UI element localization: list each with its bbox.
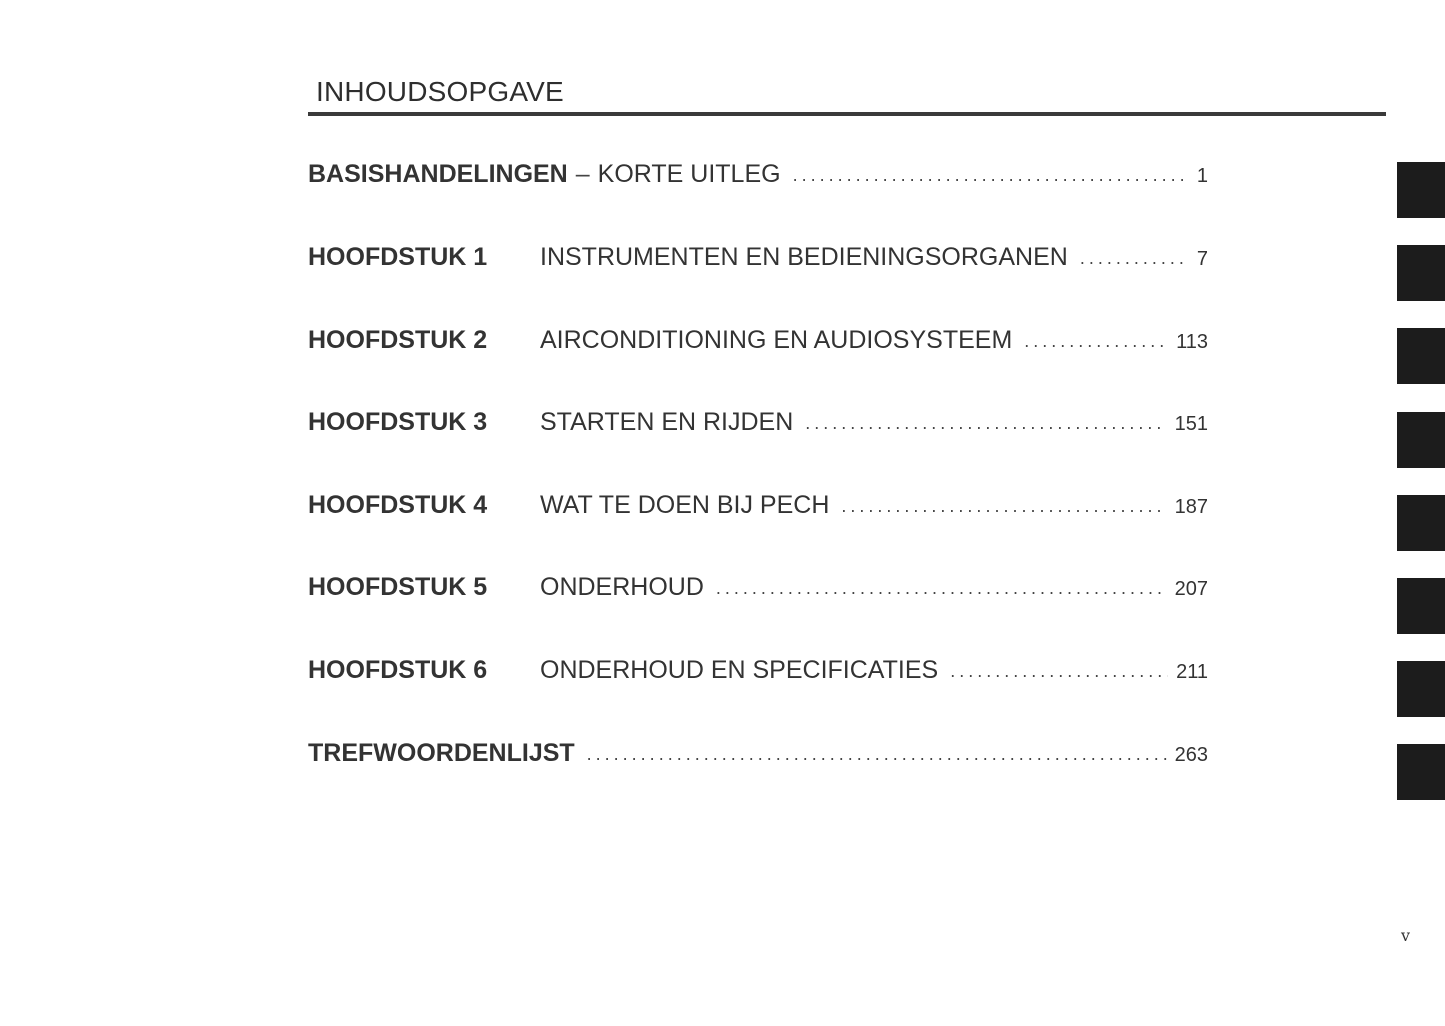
toc-page-number: 7: [1196, 248, 1208, 270]
toc-entry-hoofdstuk-4[interactable]: [308, 491, 1208, 574]
thumb-tab-hoofdstuk-6[interactable]: [1397, 661, 1445, 717]
dot-leader: [793, 165, 1189, 186]
toc-entry-title: KORTE UITLEG: [597, 160, 781, 188]
toc-page-number: 211: [1176, 660, 1208, 683]
dot-leader: [1080, 248, 1189, 269]
toc-entry-hoofdstuk-1[interactable]: [308, 243, 1208, 326]
dot-leader: [1024, 331, 1168, 352]
toc-separator: –: [575, 160, 590, 188]
title-rule: [308, 112, 1386, 116]
toc-chapter-label: HOOFDSTUK 2: [308, 325, 488, 354]
toc-entry-basishandelingen[interactable]: [308, 160, 1208, 243]
toc-entry-hoofdstuk-5[interactable]: [308, 573, 1208, 656]
thumb-tab-hoofdstuk-1[interactable]: [1397, 245, 1445, 301]
toc-chapter-label: HOOFDSTUK 5: [308, 573, 488, 602]
toc-entry-title: ONDERHOUD: [540, 573, 704, 602]
toc-entry-trefwoordenlijst[interactable]: [308, 739, 1208, 822]
toc-entry-hoofdstuk-6[interactable]: [308, 656, 1208, 739]
toc-page-number: 113: [1176, 330, 1208, 353]
dot-leader: [950, 661, 1168, 682]
toc-chapter-label: BASISHANDELINGEN: [308, 160, 568, 188]
toc-entry-hoofdstuk-2[interactable]: [308, 326, 1208, 409]
thumb-tab-trefwoordenlijst[interactable]: [1397, 744, 1445, 800]
toc-entry-title: INSTRUMENTEN EN BEDIENINGSORGANEN: [540, 243, 1068, 271]
toc-entry-title: WAT TE DOEN BIJ PECH: [540, 490, 830, 519]
dot-leader: [841, 496, 1166, 517]
page-title: INHOUDSOPGAVE: [316, 76, 564, 107]
toc-page-number: 1: [1196, 165, 1208, 187]
toc-page-number: 187: [1174, 495, 1208, 518]
thumb-tab-hoofdstuk-4[interactable]: [1397, 495, 1445, 551]
toc-page-number: 151: [1174, 413, 1208, 436]
thumb-tab-hoofdstuk-2[interactable]: [1397, 328, 1445, 384]
page-folio: v: [1401, 926, 1411, 945]
toc-chapter-label: HOOFDSTUK 6: [308, 655, 488, 684]
toc-entry-title: AIRCONDITIONING EN AUDIOSYSTEEM: [540, 325, 1013, 354]
toc-page-number: 263: [1174, 743, 1208, 766]
toc-chapter-label: HOOFDSTUK 1: [308, 243, 488, 271]
table-of-contents: [308, 160, 1208, 821]
chapter-thumb-tabs: [1397, 162, 1445, 828]
thumb-tab-hoofdstuk-5[interactable]: [1397, 578, 1445, 634]
toc-entry-title: ONDERHOUD EN SPECIFICATIES: [540, 655, 939, 684]
dot-leader: [716, 578, 1167, 599]
toc-chapter-label: TREFWOORDENLIJST: [308, 738, 575, 767]
toc-entry-hoofdstuk-3[interactable]: [308, 408, 1208, 491]
toc-chapter-label: HOOFDSTUK 3: [308, 408, 488, 437]
dot-leader: [587, 744, 1167, 765]
thumb-tab-hoofdstuk-3[interactable]: [1397, 412, 1445, 468]
toc-page-number: 207: [1174, 578, 1208, 601]
toc-entry-title: STARTEN EN RIJDEN: [540, 408, 794, 437]
dot-leader: [805, 413, 1166, 434]
thumb-tab-basishandelingen[interactable]: [1397, 162, 1445, 218]
toc-chapter-label: HOOFDSTUK 4: [308, 490, 488, 519]
